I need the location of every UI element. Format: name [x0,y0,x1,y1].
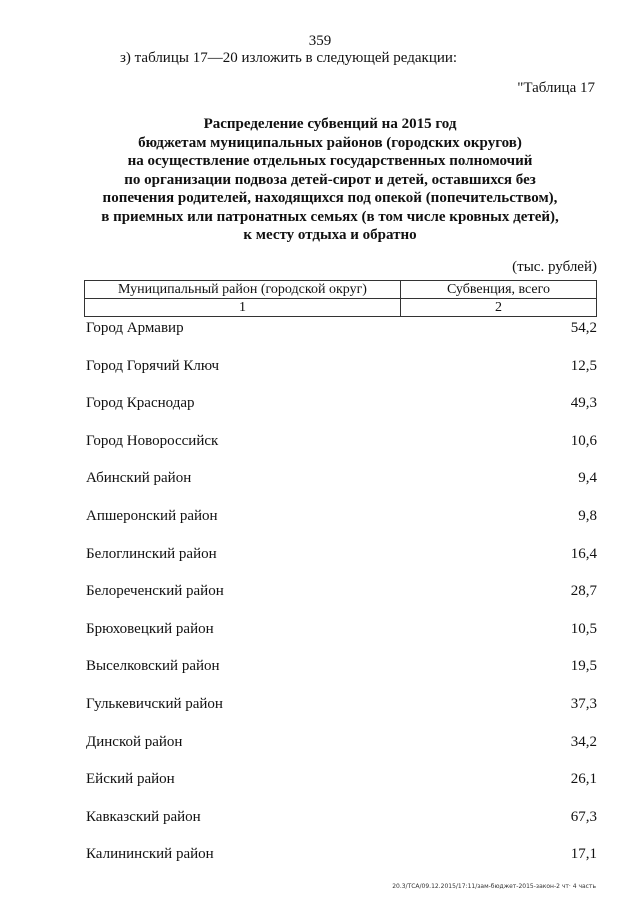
district-name: Кавказский район [86,808,201,825]
table-row [84,358,597,396]
table-row [84,470,597,508]
header-subvention: Субвенция, всего [401,281,597,299]
table-body [84,320,597,884]
table-header [84,280,597,317]
table-row [84,508,597,546]
subvention-value: 37,3 [570,695,597,712]
title-line: на осуществление отдельных государственных полномочий [127,153,533,169]
district-name: Калининский район [86,846,214,863]
district-name: Выселковский район [86,658,220,675]
table-row [84,433,597,471]
district-name: Белореченский район [86,583,224,600]
title-line: в приемных или патронатных семьях (в том числе кровных детей), [101,208,559,225]
subvention-value: 28,7 [570,583,597,600]
district-name: Абинский район [86,470,192,487]
table-row [84,621,597,659]
intro-text: з) таблицы 17—20 изложить в следующей редакции: [120,50,458,66]
subvention-value: 12,5 [570,357,597,374]
header-row [85,281,597,299]
subvention-value: 9,8 [578,507,597,524]
subvention-value: 34,2 [570,733,597,750]
column-number-1: 1 [85,299,401,317]
subvention-value: 17,1 [570,846,597,863]
subvention-value: 19,5 [570,658,597,675]
district-name: Динской район [86,733,183,750]
title-line: бюджетам муниципальных районов (городских округов) [138,134,522,151]
district-name: Брюховецкий район [86,620,214,637]
subvention-value: 26,1 [570,771,597,788]
table-row [84,320,597,358]
table-row [84,809,597,847]
footer-stamp: 20.3/ТСА/09.12.2015/17:11/зам-бюджет-2015-закон-2 чт· 4 часть [392,883,596,890]
table-row [84,696,597,734]
subvention-value: 67,3 [570,808,597,825]
subvention-value: 16,4 [570,545,597,562]
title-line: попечения родителей, находящихся под опекой (попечительством), [102,190,558,206]
table-row [84,583,597,621]
district-name: Город Горячий Ключ [86,357,220,374]
district-name: Город Краснодар [86,395,195,412]
table-row [84,846,597,884]
table-row [84,734,597,772]
subvention-value: 10,6 [570,432,597,449]
district-name: Апшеронский район [86,507,218,524]
district-name: Город Армавир [86,320,184,336]
table-label: "Таблица 17 [517,80,595,96]
district-name: Город Новороссийск [86,432,219,449]
district-name: Гулькевичский район [86,695,223,712]
table-row [84,546,597,584]
table-row [84,658,597,696]
title-line: к месту отдыха и обратно [243,227,417,243]
header-district: Муниципальный район (городской округ) [85,281,401,299]
subvention-value: 49,3 [570,395,597,412]
district-name: Белоглинский район [86,545,217,562]
column-number-2: 2 [401,299,597,317]
page-number: 359 [308,33,332,49]
title-line: по организации подвоза детей-сирот и детей, оставшихся без [124,171,536,188]
district-name: Ейский район [86,771,175,788]
table-row [84,395,597,433]
subvention-value: 9,4 [578,470,597,487]
units-label: (тыс. рублей) [512,259,597,275]
subvention-value: 54,2 [570,320,597,336]
document-title [60,115,600,245]
column-number-row [85,299,597,317]
table-row [84,771,597,809]
subvention-value: 10,5 [570,620,597,637]
title-line: Распределение субвенций на 2015 год [203,116,457,132]
